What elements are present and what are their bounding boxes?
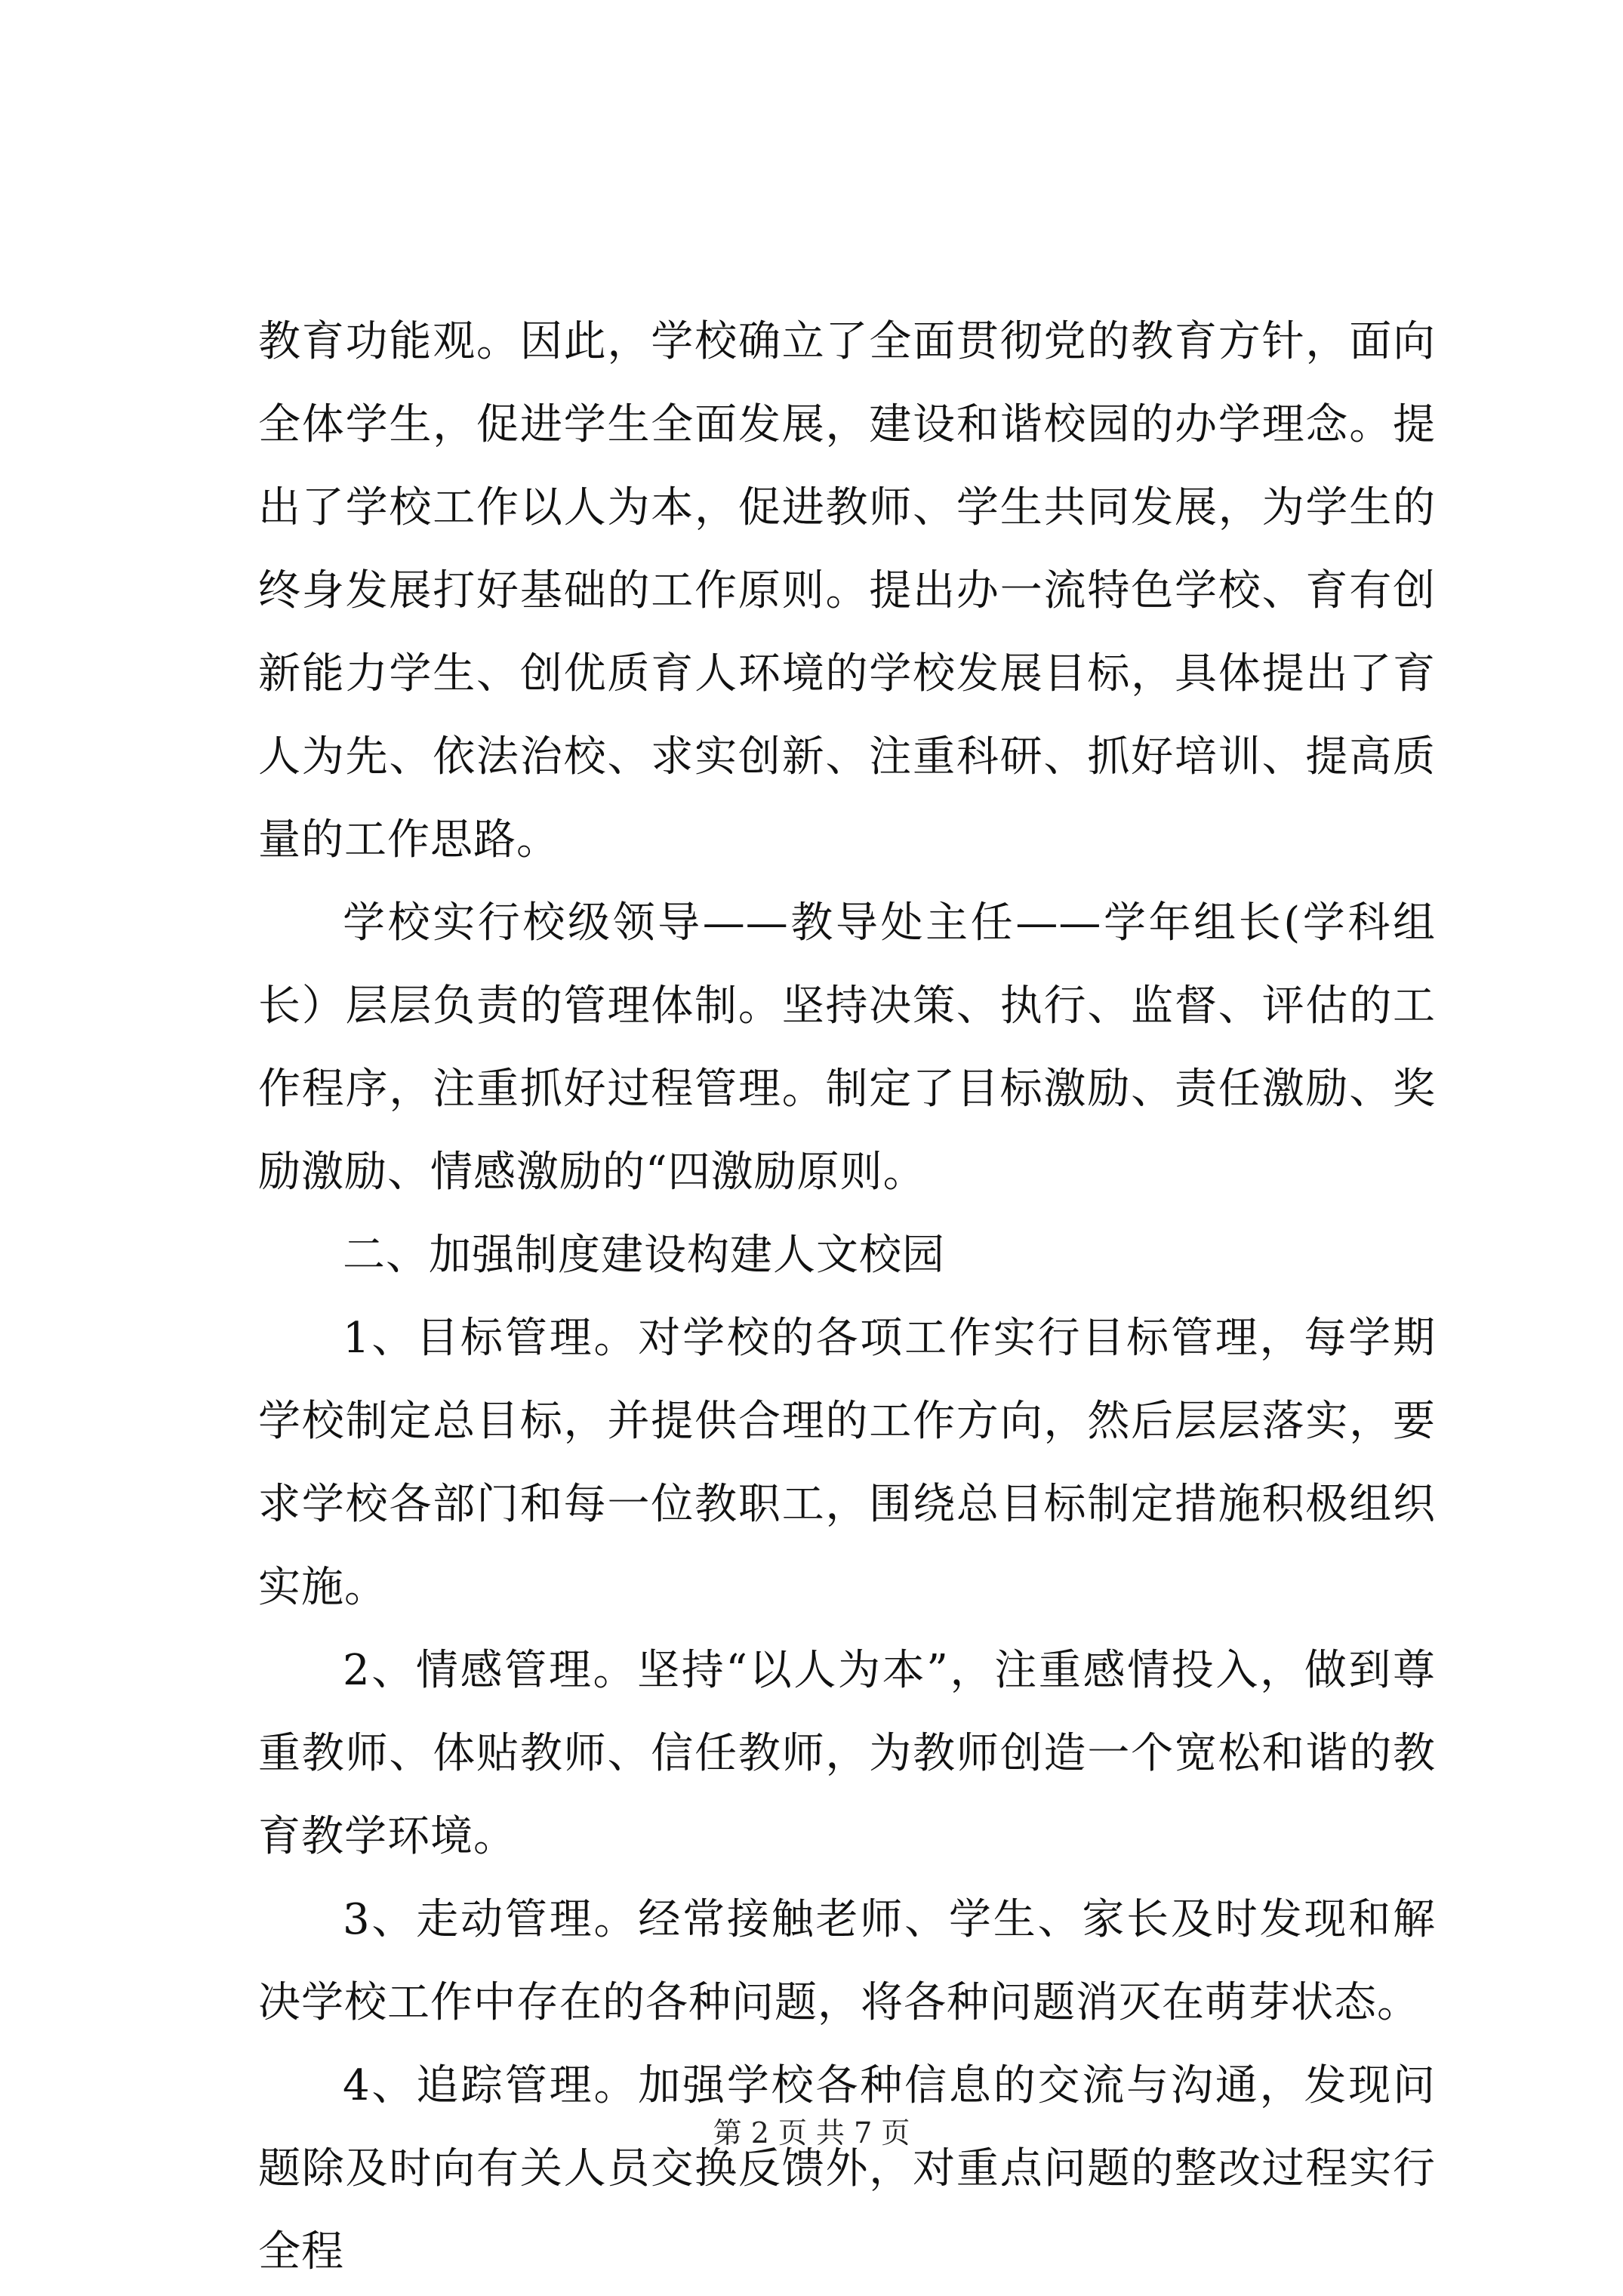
paragraph-goal-management: 1、目标管理。对学校的各项工作实行目标管理，每学期学校制定总目标，并提供合理的工作方向，然后层层落实，要求学校各部门和每一位教职工，围绕总目标制定措施积极组织实施。 [258, 1314, 1436, 1612]
page-number-footer: 第 2 页 共 7 页 [713, 2116, 910, 2150]
paragraph-education-concept: 教育功能观。因此，学校确立了全面贯彻党的教育方针，面向全体学生，促进学生全面发展，建设和谐校园的办学理念。提出了学校工作以人为本，促进教师、学生共同发展，为学生的终身发展打好基础的工作原则。提出办一流特色学校、育有创新能力学生、创优质育人环境的学校发展目标，具体提出了育人为先、依法治校、求实创新、注重科研、抓好培训、提高质量的工作思路。 [258, 317, 1436, 864]
document-body [258, 300, 1436, 2294]
paragraph-tracking-management: 4、追踪管理。加强学校各种信息的交流与沟通，发现问题除及时向有关人员交换反馈外，对重点问题的整改过程实行全程 [258, 2061, 1436, 2276]
paragraph-walkaround-management: 3、走动管理。经常接触老师、学生、家长及时发现和解决学校工作中存在的各种问题，将各种问题消灭在萌芽状态。 [258, 1895, 1436, 2027]
section-heading-system-building: 二、加强制度建设构建人文校园 [343, 1231, 945, 1280]
paragraph-management-system: 学校实行校级领导——教导处主任——学年组长(学科组长）层层负责的管理体制。坚持决策、执行、监督、评估的工作程序，注重抓好过程管理。制定了目标激励、责任激励、奖励激励、情感激励的“四激励原则。 [258, 898, 1436, 1197]
paragraph-emotional-management: 2、情感管理。坚持“以人为本”，注重感情投入，做到尊重教师、体贴教师、信任教师，为教师创造一个宽松和谐的教育教学环境。 [258, 1646, 1436, 1861]
